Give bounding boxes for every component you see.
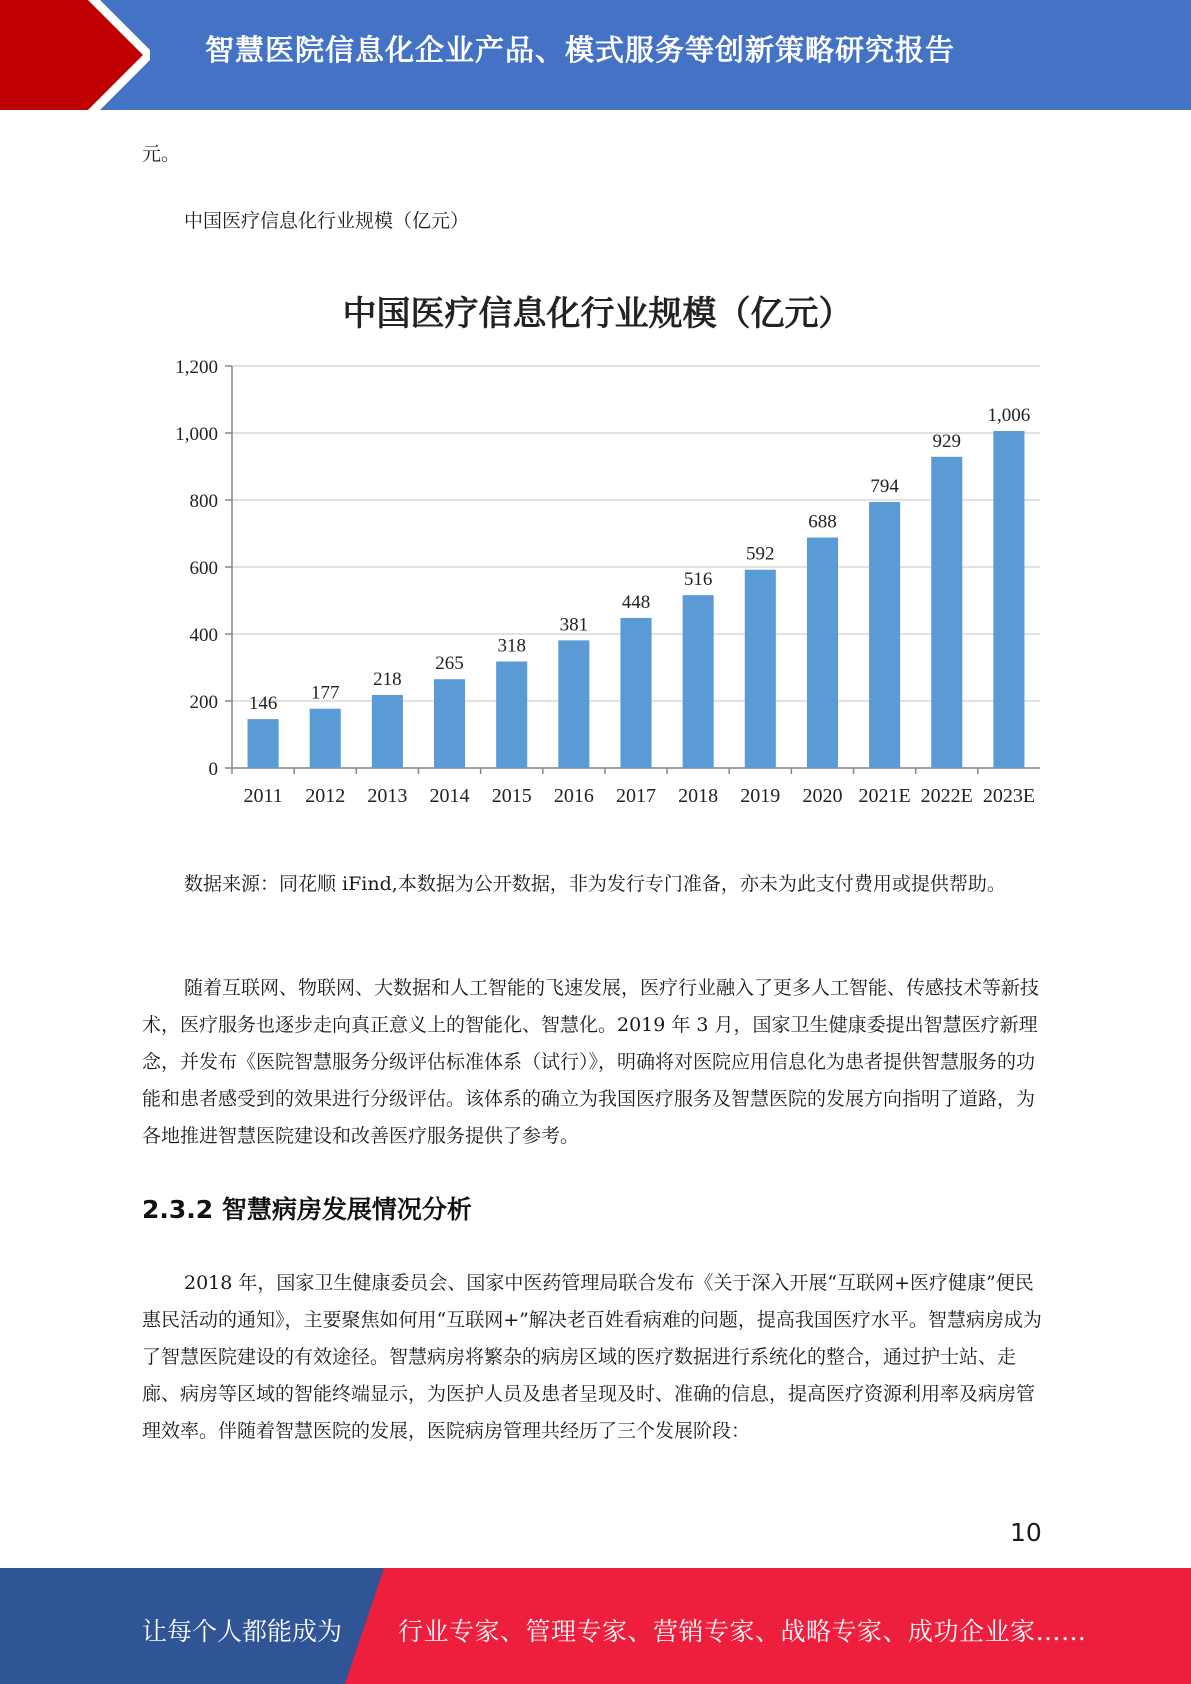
y-tick-label: 1,200 <box>175 357 218 378</box>
bar-value-label: 265 <box>435 653 464 675</box>
x-tick-label: 2011 <box>243 785 283 807</box>
paragraph-1: 随着互联网、物联网、大数据和人工智能的飞速发展，医疗行业融入了更多人工智能、传感技术等新技术，医疗服务也逐步走向真正意义上的智能化、智慧化。2019 年 3 月，国家卫生健康委提出智慧医疗新理念，并发布《医院智慧服务分级评估标准体系（试行）》，明确将对医院应用信息化为患者提供智慧服务的功能和患者感受到的效果进行分级评估。该体系的确立为我国医疗服务及智慧医院的发展方向指明了道路，为各地推进智慧医院建设和改善医疗服务提供了参考。 <box>142 977 1040 1147</box>
y-tick-label: 1,000 <box>175 424 218 445</box>
bar <box>558 640 589 768</box>
continuation-text: 元。 <box>142 143 181 165</box>
x-tick-label: 2023E <box>982 785 1036 807</box>
x-tick-label: 2014 <box>429 785 470 807</box>
footer-slogan-right: 行业专家、管理专家、营销专家、战略专家、成功企业家…… <box>398 1617 1087 1646</box>
x-tick-label: 2016 <box>553 785 594 807</box>
x-tick-label: 2019 <box>740 785 781 807</box>
bar-value-label: 381 <box>559 614 589 636</box>
y-tick-label: 0 <box>208 759 218 780</box>
bar <box>683 595 714 768</box>
bar-value-label: 1,006 <box>987 404 1031 426</box>
bar-value-label: 218 <box>373 668 402 690</box>
bar <box>496 661 527 768</box>
header-red-arrow <box>0 0 150 110</box>
x-tick-label: 2012 <box>305 785 346 807</box>
chart-caption: 中国医疗信息化行业规模（亿元） <box>184 210 470 232</box>
bar <box>372 695 403 768</box>
bar <box>745 570 776 768</box>
x-tick-label: 2013 <box>367 785 408 807</box>
bar-value-label: 318 <box>497 635 526 657</box>
bar-value-label: 177 <box>310 682 340 704</box>
bar-value-label: 592 <box>746 543 775 565</box>
chart-title: 中国医疗信息化行业规模（亿元） <box>342 294 853 334</box>
report-title: 智慧医院信息化企业产品、模式服务等创新策略研究报告 <box>205 33 956 67</box>
page-number: 10 <box>1010 1518 1042 1547</box>
bar <box>434 679 465 768</box>
y-tick-label: 600 <box>189 558 218 579</box>
bar <box>248 719 279 768</box>
industry-scale-chart <box>140 268 1055 828</box>
y-tick-label: 400 <box>189 625 218 646</box>
bar <box>931 457 962 768</box>
bar-value-label: 688 <box>808 511 837 533</box>
y-tick-label: 800 <box>189 491 218 512</box>
source-note: 数据来源：同花顺 iFind,本数据为公开数据，非为发行专门准备，亦未为此支付费用或提供帮助。 <box>184 873 1006 895</box>
y-tick-label: 200 <box>189 692 218 713</box>
bar <box>807 538 838 768</box>
x-tick-label: 2020 <box>802 785 843 807</box>
section-heading: 2.3.2 智慧病房发展情况分析 <box>142 1195 472 1224</box>
x-tick-label: 2022E <box>920 785 973 807</box>
bar-value-label: 516 <box>683 569 713 591</box>
bar <box>993 431 1024 768</box>
footer-slogan-left: 让每个人都能成为 <box>142 1617 343 1646</box>
bar <box>310 709 341 768</box>
x-tick-label: 2021E <box>858 785 911 807</box>
bar <box>869 502 900 768</box>
bar-chart-svg <box>140 268 1055 828</box>
bar-value-label: 794 <box>870 476 899 498</box>
paragraph-2: 2018 年，国家卫生健康委员会、国家中医药管理局联合发布《关于深入开展“互联网+医疗健康”便民惠民活动的通知》，主要聚焦如何用“互联网+”解决老百姓看病难的问题，提高我国医疗水平。智慧病房成为了智慧医院建设的有效途径。智慧病房将繁杂的病房区域的医疗数据进行系统化的整合，通过护士站、走廊、病房等区域的智能终端显示，为医护人员及患者呈现及时、准确的信息，提高医疗资源利用率及病房管理效率。伴随着智慧医院的发展，医院病房管理共经历了三个发展阶段： <box>142 1272 1042 1442</box>
bar-value-label: 146 <box>248 693 278 715</box>
bar-value-label: 448 <box>621 591 651 613</box>
x-tick-label: 2018 <box>678 785 719 807</box>
bar <box>620 618 651 768</box>
x-tick-label: 2015 <box>491 785 532 807</box>
bar-value-label: 929 <box>932 430 962 452</box>
x-tick-label: 2017 <box>616 785 656 807</box>
